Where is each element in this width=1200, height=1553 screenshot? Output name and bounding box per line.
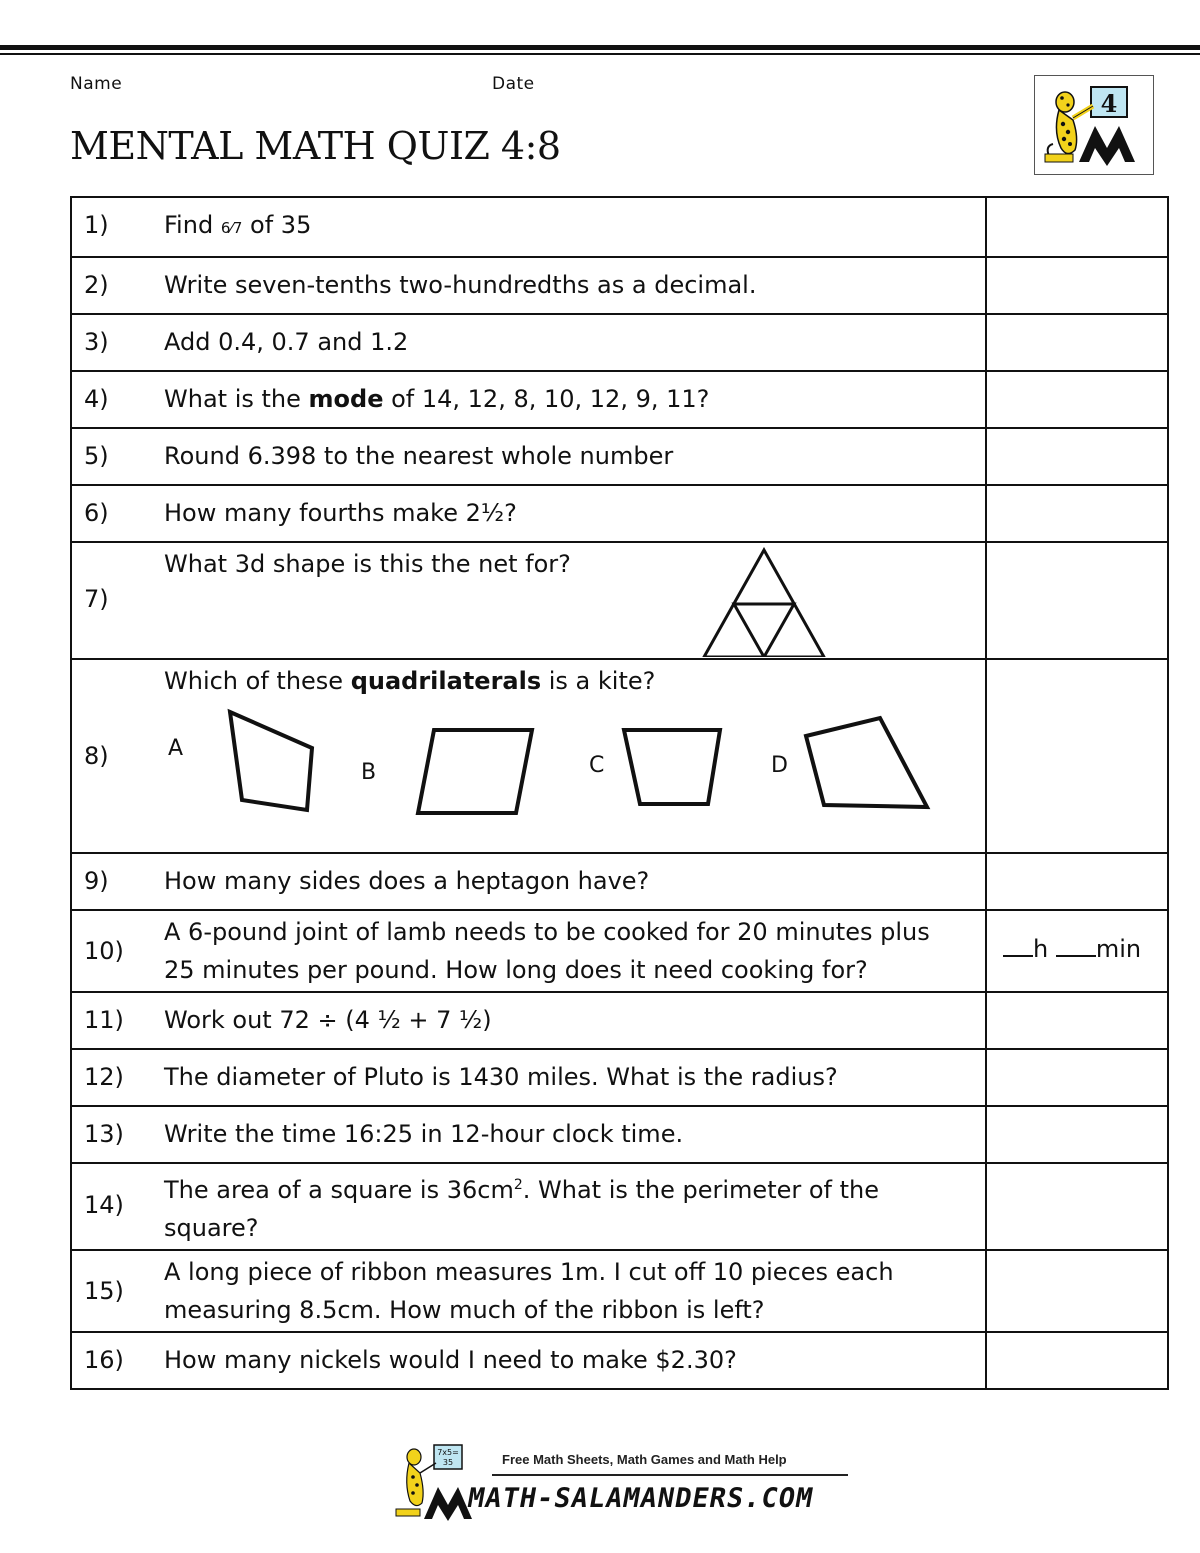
- question-text: Find 6⁄7 of 35: [164, 211, 312, 239]
- question-number: 3): [84, 328, 109, 356]
- question-cell: [71, 1163, 986, 1250]
- answer-cell[interactable]: [986, 542, 1168, 659]
- question-number: 14): [84, 1191, 124, 1220]
- answer-cell[interactable]: [986, 1250, 1168, 1332]
- question-number: 15): [84, 1276, 124, 1305]
- answer-cell[interactable]: [986, 659, 1168, 853]
- question-text: What 3d shape is this the net for?: [164, 550, 571, 578]
- question-text: Add 0.4, 0.7 and 1.2: [164, 328, 409, 356]
- question-text: Write seven-tenths two-hundredths as a decimal.: [164, 271, 757, 299]
- shape-label-d: D: [771, 753, 788, 778]
- page-title: MENTAL MATH QUIZ 4:8: [70, 124, 561, 168]
- table-row: [71, 910, 1168, 992]
- table-row: [71, 371, 1168, 428]
- salamander-footer-icon: [392, 1443, 472, 1523]
- shape-label-b: B: [361, 760, 377, 785]
- quiz-table: [70, 196, 1169, 1390]
- footer-tagline: Free Math Sheets, Math Games and Math Help: [502, 1452, 787, 1467]
- table-row: [71, 257, 1168, 314]
- top-rule-thin: [0, 53, 1200, 55]
- table-row: [71, 314, 1168, 371]
- question-number: 16): [84, 1346, 124, 1374]
- answer-cell[interactable]: [986, 314, 1168, 371]
- question-cell: [71, 257, 986, 314]
- question-cell: [71, 910, 986, 992]
- question-number: 12): [84, 1063, 124, 1091]
- table-row: [71, 853, 1168, 910]
- table-row: [71, 1250, 1168, 1332]
- question-number: 11): [84, 1006, 124, 1034]
- question-number: 10): [84, 936, 124, 965]
- svg-text:7x5=: 7x5=: [437, 1448, 459, 1457]
- question-text: How many nickels would I need to make $2.30?: [164, 1346, 737, 1374]
- question-cell: [71, 853, 986, 910]
- question-cell: [71, 485, 986, 542]
- question-number: 7): [84, 585, 109, 613]
- question-text: The diameter of Pluto is 1430 miles. What is the radius?: [164, 1063, 838, 1091]
- question-cell: [71, 428, 986, 485]
- question-text: The area of a square is $36cm^2$. What is the perimeter of the square?: [164, 1176, 880, 1242]
- answer-cell[interactable]: [986, 1106, 1168, 1163]
- table-row: [71, 428, 1168, 485]
- footer-logo[interactable]: [392, 1443, 852, 1523]
- shape-label-a: A: [168, 736, 184, 761]
- question-cell: [71, 1332, 986, 1389]
- tetrahedron-net-figure: [700, 547, 830, 657]
- question-cell: [71, 542, 986, 659]
- grade-logo: [1034, 75, 1154, 175]
- answer-cell[interactable]: [986, 992, 1168, 1049]
- answer-cell[interactable]: [986, 371, 1168, 428]
- question-text: Round 6.398 to the nearest whole number: [164, 442, 674, 470]
- question-number: 1): [84, 211, 109, 239]
- question-text: Work out 72 ÷ (4 ½ + 7 ½): [164, 1006, 492, 1034]
- question-cell: [71, 371, 986, 428]
- top-rule: [0, 45, 1200, 50]
- grade-badge: 4: [1100, 89, 1118, 118]
- table-row: [71, 659, 1168, 853]
- question-cell: [71, 1049, 986, 1106]
- answer-cell[interactable]: [986, 1163, 1168, 1250]
- answer-cell[interactable]: [986, 1049, 1168, 1106]
- shape-a-kite: [230, 712, 312, 810]
- shape-c-trapezoid: [624, 730, 720, 804]
- question-number: 9): [84, 867, 109, 895]
- footer-brand[interactable]: MATH-SALAMANDERS.COM: [465, 1483, 816, 1514]
- table-row: [71, 1163, 1168, 1250]
- table-row: [71, 485, 1168, 542]
- question-cell: [71, 1106, 986, 1163]
- table-row: [71, 1106, 1168, 1163]
- question-text: Write the time 16:25 in 12-hour clock time.: [164, 1120, 684, 1148]
- answer-cell[interactable]: [986, 910, 1168, 992]
- question-cell: [71, 992, 986, 1049]
- question-text: How many fourths make 2½?: [164, 499, 517, 527]
- question-number: 13): [84, 1120, 124, 1148]
- answer-cell[interactable]: [986, 257, 1168, 314]
- svg-text:35: 35: [442, 1458, 454, 1467]
- table-row: [71, 197, 1168, 257]
- table-row: [71, 1049, 1168, 1106]
- question-text: Which of these quadrilaterals is a kite?: [164, 667, 656, 695]
- question-cell: [71, 659, 986, 853]
- answer-cell[interactable]: [986, 428, 1168, 485]
- question-number: 4): [84, 385, 109, 413]
- table-row: [71, 1332, 1168, 1389]
- shape-label-c: C: [589, 753, 605, 778]
- answer-cell[interactable]: [986, 853, 1168, 910]
- question-number: 5): [84, 442, 109, 470]
- table-row: [71, 992, 1168, 1049]
- question-cell: [71, 1250, 986, 1332]
- question-cell: [71, 197, 986, 257]
- salamander-logo-icon: [1035, 76, 1152, 173]
- answer-cell[interactable]: [986, 1332, 1168, 1389]
- table-row: [71, 542, 1168, 659]
- question-number: 2): [84, 271, 109, 299]
- answer-cell[interactable]: [986, 197, 1168, 257]
- question-number: 8): [84, 742, 109, 770]
- question-number: 6): [84, 499, 109, 527]
- question-text: A long piece of ribbon measures 1m. I cut off 10 pieces each measuring 8.5cm. How much of the ribbon is left?: [164, 1258, 894, 1324]
- answer-cell[interactable]: [986, 485, 1168, 542]
- question-cell: [71, 314, 986, 371]
- question-text: A 6-pound joint of lamb needs to be cooked for 20 minutes plus 25 minutes per pound. How long does it need cooking for?: [164, 918, 930, 984]
- question-text: How many sides does a heptagon have?: [164, 867, 650, 895]
- date-label: Date: [492, 74, 535, 94]
- shape-b-parallelogram: [418, 730, 532, 813]
- quadrilateral-figures: [72, 660, 987, 852]
- name-label: Name: [70, 74, 123, 94]
- question-text: What is the mode of 14, 12, 8, 10, 12, 9, 11?: [164, 385, 710, 413]
- hours-minutes-answer[interactable]: h min: [1003, 935, 1141, 963]
- shape-d-quadrilateral: [806, 718, 927, 807]
- footer-divider: [492, 1474, 848, 1476]
